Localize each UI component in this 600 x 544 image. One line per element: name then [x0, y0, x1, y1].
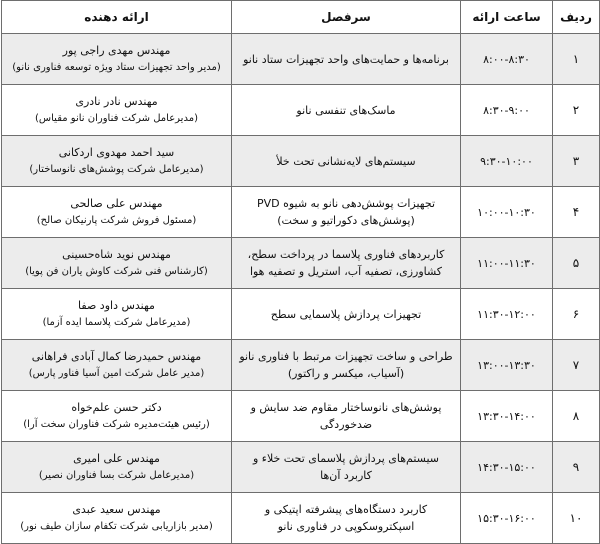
presenter-name: مهندس مهدی راجی پور: [62, 44, 171, 57]
presenter-name: مهندس نوید شاه‌حسینی: [62, 248, 171, 261]
session-title-line: کاربردهای فناوری پلاسما در پرداخت سطح،: [247, 248, 445, 261]
presenter-role: (مدیر عامل شرکت امین آسیا فناور پارس): [28, 368, 205, 379]
presentation-time: ۱۳:۰۰-۱۳:۳۰: [461, 340, 553, 391]
session-title-line: کشاورزی، تصفیه آب، استریل و تصفیه هوا: [249, 265, 443, 278]
table-row: [2, 493, 600, 544]
header-presenter: ارائه دهنده: [2, 1, 232, 34]
presenter: [2, 493, 232, 544]
table-row: [2, 238, 600, 289]
header-time: ساعت ارائه: [461, 1, 553, 34]
table-row: [2, 340, 600, 391]
header-title: سرفصل: [232, 1, 461, 34]
session-title: [232, 85, 461, 136]
header-row-number: ردیف: [553, 1, 600, 34]
presenter-role: (مدیرعامل شرکت پوشش‌های نانوساختار): [29, 164, 204, 175]
session-title-line: ماسک‌های تنفسی نانو: [296, 103, 396, 117]
presenter-name: مهندس حمیدرضا کمال آبادی فراهانی: [31, 350, 202, 363]
presenter-role: (مدیر بازاریابی شرکت تکفام سازان طیف نور): [20, 521, 213, 532]
session-title-line: (آسیاب، میکسر و راکتور): [287, 367, 405, 380]
session-title-line: ضدخوردگی: [319, 418, 373, 431]
schedule-body: [2, 34, 600, 544]
presentation-time: ۱۰:۰۰-۱۰:۳۰: [461, 187, 553, 238]
row-number: ۱: [553, 34, 600, 85]
presenter-name: مهندس نادر نادری: [75, 95, 158, 108]
session-title: [232, 289, 461, 340]
session-title-line: (پوشش‌های دکوراتیو و سخت): [277, 214, 415, 227]
session-title-line: طراحی و ساخت تجهیزات مرتبط با فناوری نانو: [239, 350, 453, 363]
presentation-time: ۱۴:۳۰-۱۵:۰۰: [461, 442, 553, 493]
table-row: [2, 289, 600, 340]
header-row: [2, 1, 600, 34]
presenter-role: (مدیرعامل شرکت بسا فناوران نصیر): [38, 470, 195, 481]
presenter-name: دکتر حسن علم‌خواه: [71, 401, 162, 414]
row-number: ۶: [553, 289, 600, 340]
session-title: [232, 187, 461, 238]
table-row: [2, 85, 600, 136]
presentation-time: ۱۱:۳۰-۱۲:۰۰: [461, 289, 553, 340]
table-row: [2, 442, 600, 493]
table-row: [2, 187, 600, 238]
presenter-name: مهندس سعید عبدی: [72, 503, 161, 516]
row-number: ۸: [553, 391, 600, 442]
presenter: [2, 34, 232, 85]
session-title-line: سیستم‌های پردازش پلاسمای تحت خلاء و: [252, 452, 440, 465]
table-row: [2, 136, 600, 187]
presenter-role: (رئیس هیئت‌مدیره شرکت فناوران سخت آرا): [23, 419, 210, 430]
presenter: [2, 340, 232, 391]
schedule-table: [1, 0, 600, 544]
presenter-role: (مدیرعامل شرکت پلاسما ایده آزما): [42, 317, 191, 328]
presenter-name: مهندس علی امیری: [73, 452, 160, 465]
presenter-name: سید احمد مهدوی اردکانی: [58, 146, 175, 159]
row-number: ۱۰: [553, 493, 600, 544]
session-title: [232, 34, 461, 85]
session-title-line: پوشش‌های نانوساختار مقاوم ضد سایش و: [250, 401, 442, 414]
presentation-time: ۸:۳۰-۹:۰۰: [461, 85, 553, 136]
presenter: [2, 187, 232, 238]
presenter-role: (مسئول فروش شرکت پارنیکان صالح): [36, 215, 197, 226]
presentation-time: ۹:۳۰-۱۰:۰۰: [461, 136, 553, 187]
session-title: [232, 136, 461, 187]
presentation-time: ۸:۰۰-۸:۳۰: [461, 34, 553, 85]
row-number: ۳: [553, 136, 600, 187]
table-row: [2, 34, 600, 85]
row-number: ۹: [553, 442, 600, 493]
session-title: [232, 493, 461, 544]
row-number: ۵: [553, 238, 600, 289]
row-number: ۷: [553, 340, 600, 391]
presenter: [2, 136, 232, 187]
row-number: ۲: [553, 85, 600, 136]
presenter: [2, 442, 232, 493]
session-title-line: تجهیزات پردازش پلاسمایی سطح: [270, 307, 422, 321]
session-title: [232, 340, 461, 391]
table-row: [2, 391, 600, 442]
session-title-line: اسپکتروسکوپی در فناوری نانو: [277, 520, 415, 533]
session-title: [232, 391, 461, 442]
session-title: [232, 442, 461, 493]
presentation-time: ۱۱:۰۰-۱۱:۳۰: [461, 238, 553, 289]
session-title-line: سیستم‌های لایه‌نشانی تحت خلأ: [276, 154, 416, 168]
presentation-time: ۱۳:۳۰-۱۴:۰۰: [461, 391, 553, 442]
presenter-role: (مدیرعامل شرکت فناوران نانو مقیاس): [35, 113, 198, 124]
presenter-name: مهندس علی صالحی: [70, 197, 163, 210]
presenter: [2, 85, 232, 136]
presenter: [2, 391, 232, 442]
presentation-time: ۱۵:۳۰-۱۶:۰۰: [461, 493, 553, 544]
presenter-name: مهندس داود صفا: [78, 299, 155, 312]
session-title-line: کاربرد دستگاه‌های پیشرفته اپتیکی و: [264, 503, 428, 516]
session-title-line: تجهیزات پوشش‌دهی نانو به شیوه PVD: [256, 197, 436, 210]
presenter: [2, 238, 232, 289]
row-number: ۴: [553, 187, 600, 238]
session-title-line: کاربرد آن‌ها: [320, 469, 372, 482]
presenter: [2, 289, 232, 340]
presenter-role: (مدیر واحد تجهیزات ستاد ویژه توسعه فناوری نانو): [12, 62, 221, 73]
presenter-role: (کارشناس فنی شرکت کاوش یاران فن پویا): [25, 266, 208, 277]
session-title: [232, 238, 461, 289]
session-title-line: برنامه‌ها و حمایت‌های واحد تجهیزات ستاد نانو: [243, 52, 449, 66]
